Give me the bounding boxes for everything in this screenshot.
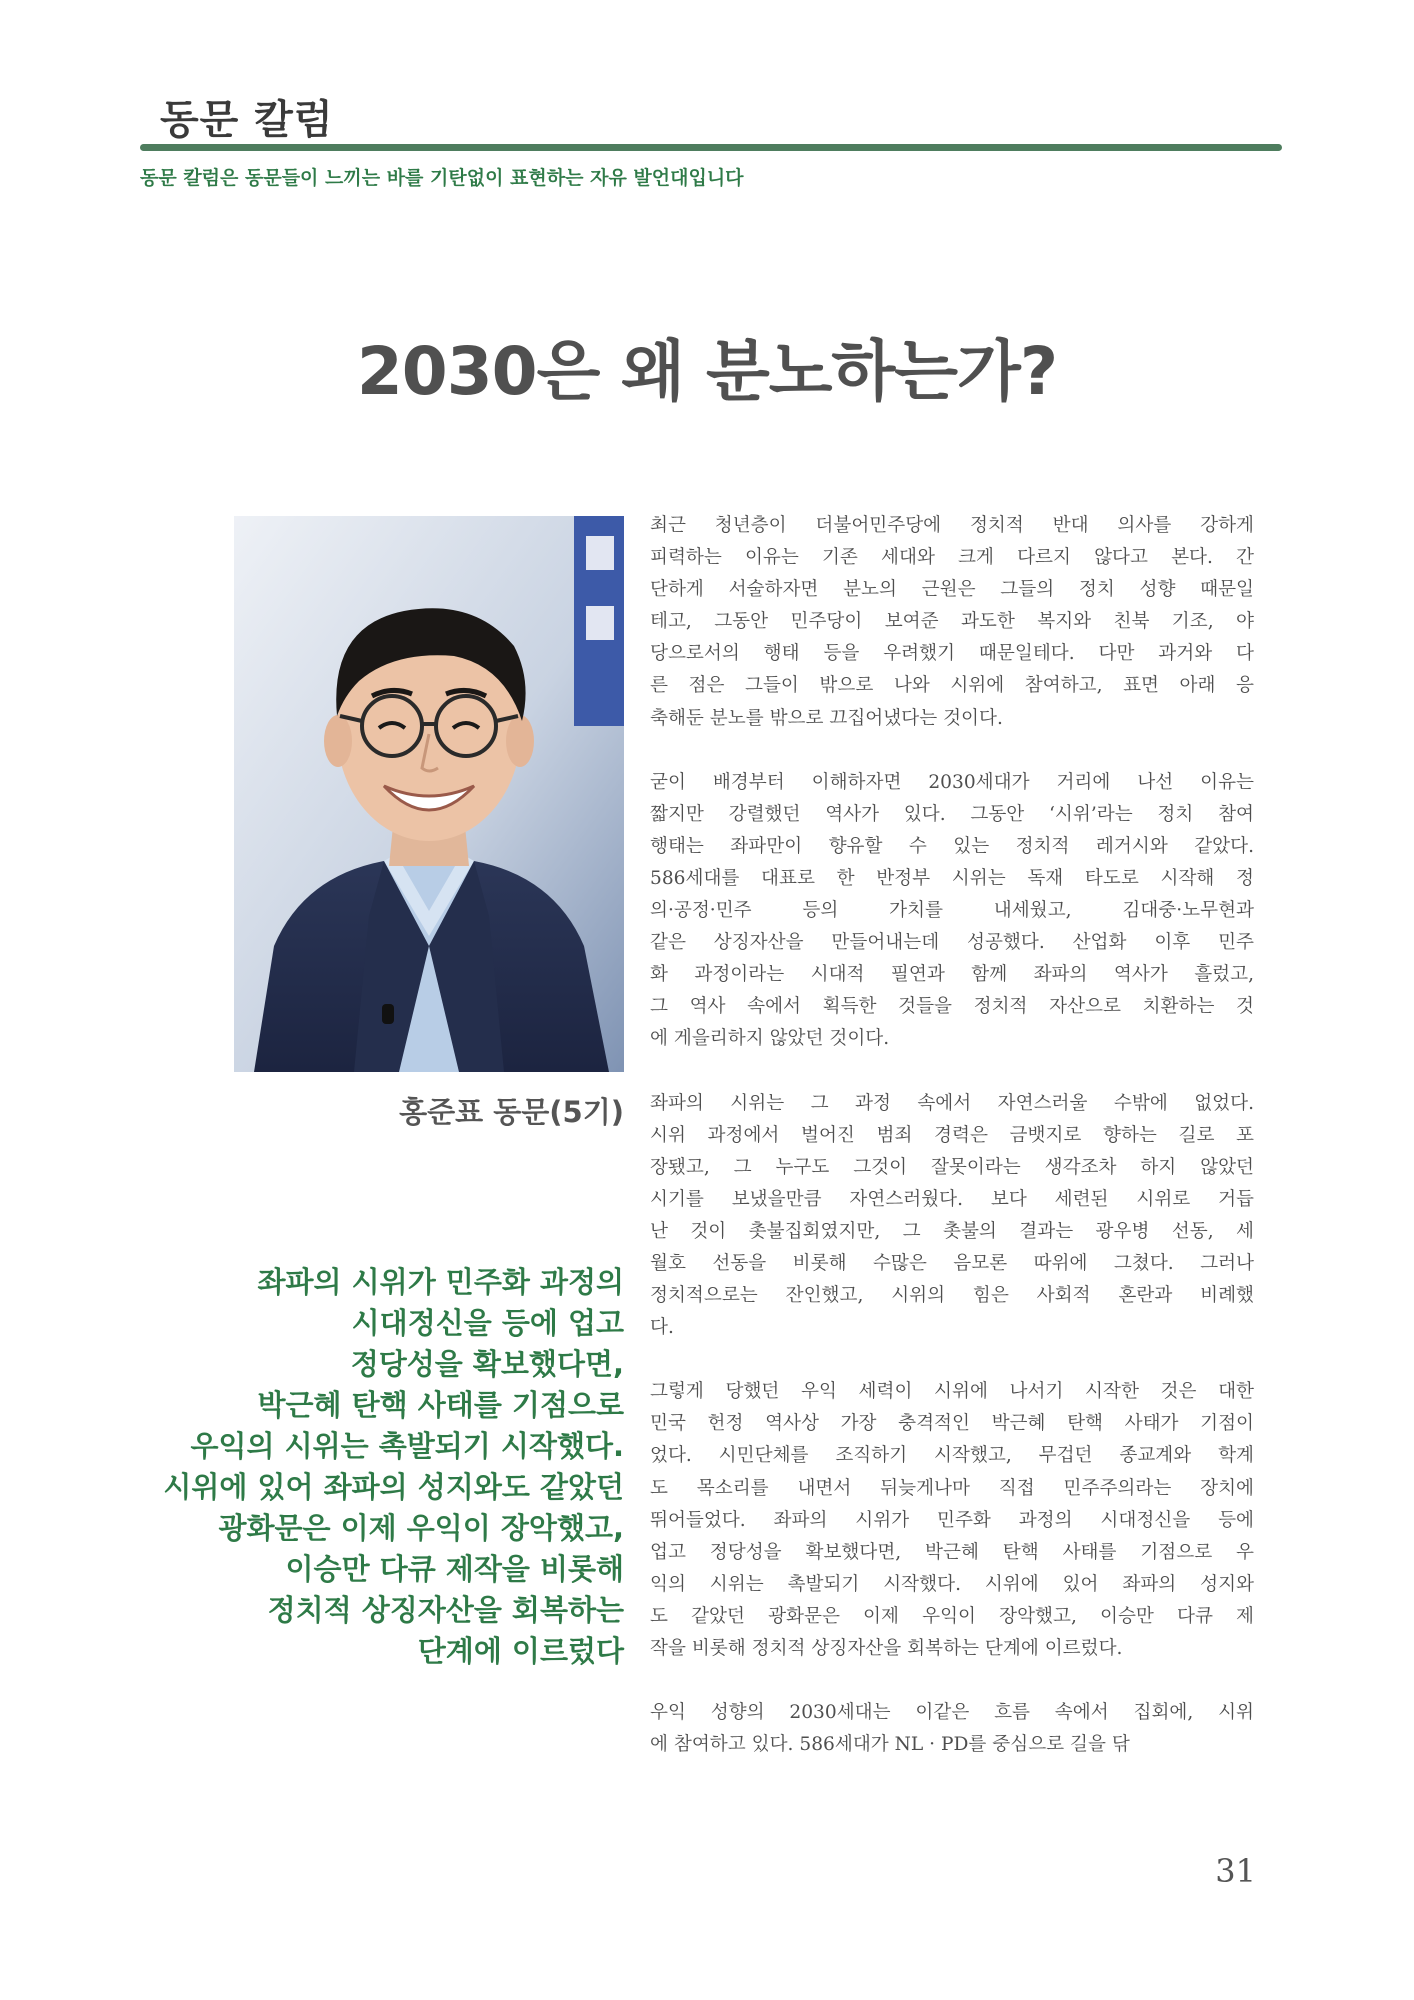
body-line: 시기를 보냈을만큼 자연스러웠다. 보다 세련된 시위로 거듭 (650, 1188, 1254, 1210)
body-line: 테고, 그동안 민주당이 보여준 과도한 복지와 친북 기조, 야 (650, 611, 1254, 633)
body-line: 뛰어들었다. 좌파의 시위가 민주화 과정의 시대정신을 등에 (650, 1509, 1254, 1531)
body-line: 었다. 시민단체를 조직하기 시작했고, 무겁던 종교계와 학계 (650, 1445, 1254, 1467)
pull-quote (160, 1262, 624, 1672)
pull-quote-line: 시대정신을 등에 업고 (351, 1306, 624, 1340)
body-line: 그렇게 당했던 우익 세력이 시위에 나서기 시작한 것은 대한 (650, 1381, 1254, 1403)
body-line: 민국 헌정 역사상 가장 충격적인 박근혜 탄핵 사태가 기점이 (650, 1413, 1254, 1435)
body-line: 업고 정당성을 확보했다면, 박근혜 탄핵 사태를 기점으로 우 (650, 1541, 1254, 1563)
pull-quote-line: 박근혜 탄핵 사태를 기점으로 (257, 1388, 624, 1422)
body-line: 에 게을리하지 않았던 것이다. (650, 1028, 890, 1050)
body-line: 시위 과정에서 벌어진 범죄 경력은 금뱃지로 향하는 길로 포 (650, 1124, 1254, 1146)
author-caption: 홍준표 동문(5기) (399, 1095, 624, 1129)
article-title: 2030은 왜 분노하는가? (356, 333, 1058, 410)
body-paragraph (650, 767, 1254, 1056)
body-line: 장됐고, 그 누구도 그것이 잘못이라는 생각조차 하지 않았던 (650, 1156, 1254, 1178)
author-photo (234, 516, 624, 1072)
page-number: 31 (1215, 1852, 1256, 1890)
pull-quote-line: 시위에 있어 좌파의 성지와도 같았던 (163, 1470, 624, 1504)
body-paragraph (650, 1088, 1254, 1345)
pull-quote-line: 좌파의 시위가 민주화 과정의 (257, 1265, 624, 1299)
body-line: 같은 상징자산을 만들어내는데 성공했다. 산업화 이후 민주 (650, 932, 1254, 954)
pull-quote-line: 우익의 시위는 촉발되기 시작했다. (190, 1429, 624, 1463)
pull-quote-line: 정당성을 확보했다면, (350, 1347, 624, 1381)
body-paragraph (650, 510, 1254, 735)
body-line: 정치적으로는 잔인했고, 시위의 힘은 사회적 혼란과 비례했 (650, 1285, 1254, 1307)
body-line: 우익 성향의 2030세대는 이같은 흐름 속에서 집회에, 시위 (650, 1702, 1254, 1724)
pull-quote-line: 정치적 상징자산을 회복하는 (267, 1593, 624, 1627)
body-line: 도 목소리를 내면서 뒤늦게나마 직접 민주주의라는 장치에 (650, 1477, 1254, 1499)
body-line: 축해둔 분노를 밖으로 끄집어냈다는 것이다. (650, 707, 1003, 729)
body-line: 월호 선동을 비롯해 수많은 음모론 따위에 그쳤다. 그러나 (650, 1252, 1254, 1274)
pull-quote-line: 단계에 이르렀다 (417, 1634, 624, 1668)
body-line: 당으로서의 행태 등을 우려했기 때문일테다. 다만 과거와 다 (650, 643, 1254, 665)
body-line: 최근 청년층이 더불어민주당에 정치적 반대 의사를 강하게 (650, 515, 1254, 536)
article-body (650, 510, 1254, 1793)
body-line: 다. (650, 1317, 674, 1339)
body-line: 난 것이 촛불집회였지만, 그 촛불의 결과는 광우병 선동, 세 (650, 1220, 1254, 1242)
body-paragraph (650, 1697, 1254, 1761)
body-line: 화 과정이라는 시대적 필연과 함께 좌파의 역사가 흘렀고, (650, 964, 1254, 986)
header-divider (140, 144, 1282, 151)
author-portrait-illustration (234, 516, 624, 1072)
body-line: 짧지만 강렬했던 역사가 있다. 그동안 ‘시위’라는 정치 참여 (650, 803, 1254, 825)
body-line: 피력하는 이유는 기존 세대와 크게 다르지 않다고 본다. 간 (650, 547, 1254, 569)
body-line: 굳이 배경부터 이해하자면 2030세대가 거리에 나선 이유는 (650, 771, 1254, 793)
body-line: 행태는 좌파만이 향유할 수 있는 정치적 레거시와 같았다. (650, 835, 1254, 857)
body-line: 단하게 서술하자면 분노의 근원은 그들의 정치 성향 때문일 (650, 579, 1254, 601)
body-line: 익의 시위는 촉발되기 시작했다. 시위에 있어 좌파의 성지와 (650, 1573, 1254, 1595)
body-line: 도 같았던 광화문은 이제 우익이 장악했고, 이승만 다큐 제 (650, 1605, 1254, 1627)
body-line: 에 참여하고 있다. 586세대가 NL · PD를 중심으로 길을 닦 (650, 1734, 1130, 1756)
section-label: 동문 칼럼 (160, 97, 334, 143)
body-line: 작을 비롯해 정치적 상징자산을 회복하는 단계에 이르렀다. (650, 1638, 1123, 1659)
pull-quote-line: 이승만 다큐 제작을 비롯해 (285, 1552, 624, 1586)
body-paragraph (650, 1376, 1254, 1665)
body-line: 의·공정·민주 등의 가치를 내세웠고, 김대중·노무현과 (650, 900, 1254, 922)
body-line: 586세대를 대표로 한 반정부 시위는 독재 타도로 시작해 정 (650, 867, 1254, 889)
section-tagline: 동문 칼럼은 동문들이 느끼는 바를 기탄없이 표현하는 자유 발언대입니다 (140, 167, 744, 189)
body-line: 른 점은 그들이 밖으로 나와 시위에 참여하고, 표면 아래 응 (650, 675, 1254, 697)
body-line: 그 역사 속에서 획득한 것들을 정치적 자산으로 치환하는 것 (650, 996, 1254, 1018)
body-line: 좌파의 시위는 그 과정 속에서 자연스러울 수밖에 없었다. (650, 1092, 1254, 1114)
pull-quote-line: 광화문은 이제 우익이 장악했고, (218, 1511, 624, 1545)
